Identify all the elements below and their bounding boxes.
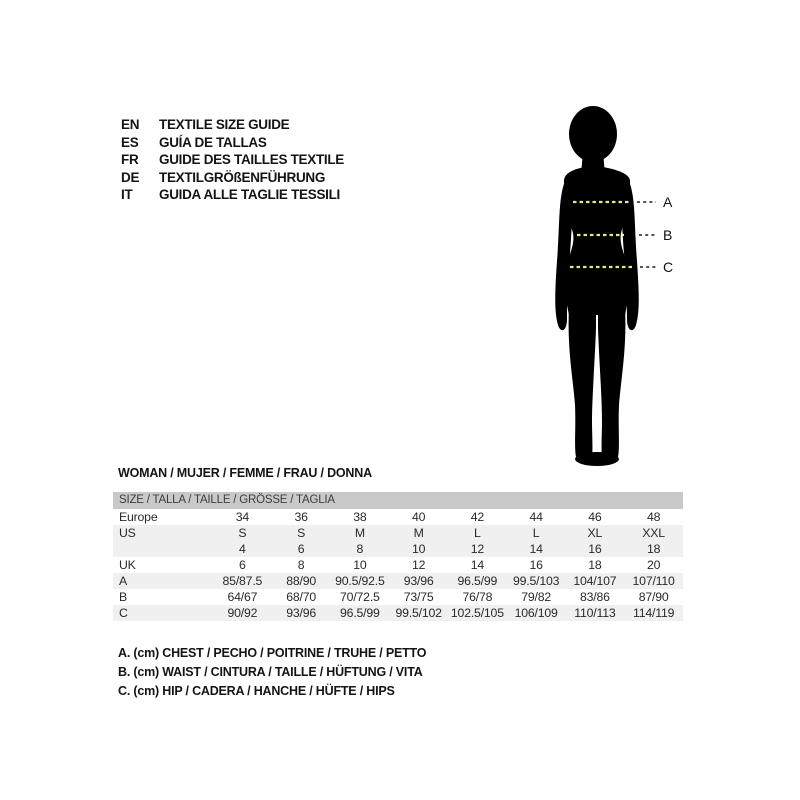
table-cell: 40 bbox=[411, 510, 426, 524]
table-cell: 70/72.5 bbox=[340, 590, 380, 604]
marker-label-c: C bbox=[663, 259, 674, 275]
woman-silhouette-figure bbox=[540, 103, 690, 468]
table-cell: L bbox=[532, 526, 540, 540]
table-cell: 104/107 bbox=[573, 574, 617, 588]
measurement-notes bbox=[118, 646, 426, 703]
row-label: B bbox=[119, 590, 128, 604]
size-table bbox=[113, 492, 683, 621]
table-cell: 14 bbox=[529, 542, 543, 556]
language-code: ES bbox=[121, 134, 139, 150]
table-cell: 90.5/92.5 bbox=[335, 574, 385, 588]
size-table-body bbox=[113, 509, 683, 621]
table-cell: 42 bbox=[470, 510, 485, 524]
language-title: GUÍA DE TALLAS bbox=[159, 134, 267, 150]
table-cell: 83/86 bbox=[579, 590, 610, 604]
language-code: DE bbox=[121, 169, 140, 185]
table-cell: 44 bbox=[529, 510, 543, 524]
table-cell: 110/113 bbox=[574, 606, 616, 620]
marker-label-b: B bbox=[663, 227, 673, 243]
table-cell: 6 bbox=[239, 558, 246, 572]
table-cell: M bbox=[413, 526, 424, 540]
table-cell: M bbox=[354, 526, 365, 540]
table-cell: 76/78 bbox=[462, 590, 493, 604]
table-row bbox=[113, 541, 683, 557]
table-cell: 88/90 bbox=[286, 574, 317, 588]
table-cell: 14 bbox=[470, 558, 485, 572]
table-cell: 20 bbox=[646, 558, 661, 572]
table-cell: 6 bbox=[297, 542, 305, 556]
table-row bbox=[113, 525, 683, 541]
table-cell: S bbox=[238, 526, 247, 540]
table-cell: 8 bbox=[297, 558, 305, 572]
table-cell: 73/75 bbox=[403, 590, 434, 604]
table-cell: 102.5/105 bbox=[450, 606, 504, 620]
table-cell: 79/82 bbox=[521, 590, 552, 604]
table-cell: 93/96 bbox=[286, 606, 317, 620]
table-row bbox=[113, 589, 683, 605]
language-row bbox=[121, 134, 344, 152]
table-cell: 4 bbox=[239, 542, 246, 556]
table-cell: 106/109 bbox=[514, 606, 558, 620]
language-row bbox=[121, 151, 344, 169]
table-cell: 99.5/103 bbox=[512, 574, 560, 588]
woman-silhouette bbox=[555, 106, 639, 466]
language-title-list bbox=[121, 116, 344, 204]
table-cell: 36 bbox=[294, 510, 308, 524]
table-row bbox=[113, 509, 683, 525]
table-cell: L bbox=[474, 526, 481, 540]
table-cell: 38 bbox=[353, 510, 367, 524]
language-title: TEXTILE SIZE GUIDE bbox=[159, 117, 290, 133]
table-cell: 16 bbox=[588, 542, 602, 556]
table-cell: 8 bbox=[356, 542, 364, 556]
table-row bbox=[113, 605, 683, 621]
table-cell: 64/67 bbox=[227, 590, 258, 604]
language-title: GUIDE DES TAILLES TEXTILE bbox=[159, 152, 345, 168]
table-cell: 46 bbox=[588, 510, 602, 524]
table-cell: 16 bbox=[529, 558, 543, 572]
table-cell: 93/96 bbox=[403, 574, 434, 588]
table-cell: 68/70 bbox=[286, 590, 317, 604]
row-label: A bbox=[119, 574, 128, 588]
language-row bbox=[121, 186, 344, 204]
table-cell: 107/110 bbox=[632, 574, 675, 588]
row-label: US bbox=[119, 526, 136, 540]
table-cell: S bbox=[297, 526, 306, 540]
table-cell: XL bbox=[587, 526, 603, 540]
language-code: FR bbox=[121, 152, 139, 168]
table-cell: XXL bbox=[642, 526, 665, 540]
table-cell: 34 bbox=[235, 510, 250, 524]
table-cell: 12 bbox=[470, 542, 485, 556]
row-label: Europe bbox=[119, 510, 158, 524]
row-label: C bbox=[119, 606, 128, 620]
size-table-header: SIZE / TALLA / TAILLE / GRÖSSE / TAGLIA bbox=[113, 492, 683, 509]
section-title: WOMAN / MUJER / FEMME / FRAU / DONNA bbox=[118, 466, 372, 480]
table-cell: 48 bbox=[646, 510, 661, 524]
table-cell: 18 bbox=[588, 558, 602, 572]
note-line: A. (cm) CHEST / PECHO / POITRINE / TRUHE / PETTO bbox=[118, 646, 427, 660]
table-cell: 85/87.5 bbox=[222, 574, 263, 588]
table-row bbox=[113, 573, 683, 589]
table-cell: 18 bbox=[646, 542, 661, 556]
language-title: TEXTILGRÖßENFÜHRUNG bbox=[159, 169, 326, 185]
note-line: C. (cm) HIP / CADERA / HANCHE / HÜFTE / HIPS bbox=[118, 684, 395, 698]
table-cell: 90/92 bbox=[227, 606, 258, 620]
language-code: IT bbox=[121, 187, 133, 203]
table-cell: 10 bbox=[411, 542, 426, 556]
language-row bbox=[121, 169, 344, 187]
table-cell: 87/90 bbox=[638, 590, 669, 604]
language-title: GUIDA ALLE TAGLIE TESSILI bbox=[159, 187, 340, 203]
language-row bbox=[121, 116, 344, 134]
table-cell: 114/119 bbox=[633, 606, 675, 620]
table-cell: 99.5/102 bbox=[395, 606, 442, 620]
language-code: EN bbox=[121, 117, 140, 133]
row-label: UK bbox=[119, 558, 136, 572]
marker-label-a: A bbox=[663, 194, 673, 210]
table-cell: 12 bbox=[411, 558, 426, 572]
note-line: B. (cm) WAIST / CINTURA / TAILLE / HÜFTUNG / VITA bbox=[118, 665, 423, 679]
table-cell: 96.5/99 bbox=[457, 574, 498, 588]
table-cell: 96.5/99 bbox=[340, 606, 380, 620]
table-row bbox=[113, 557, 683, 573]
table-cell: 10 bbox=[353, 558, 367, 572]
